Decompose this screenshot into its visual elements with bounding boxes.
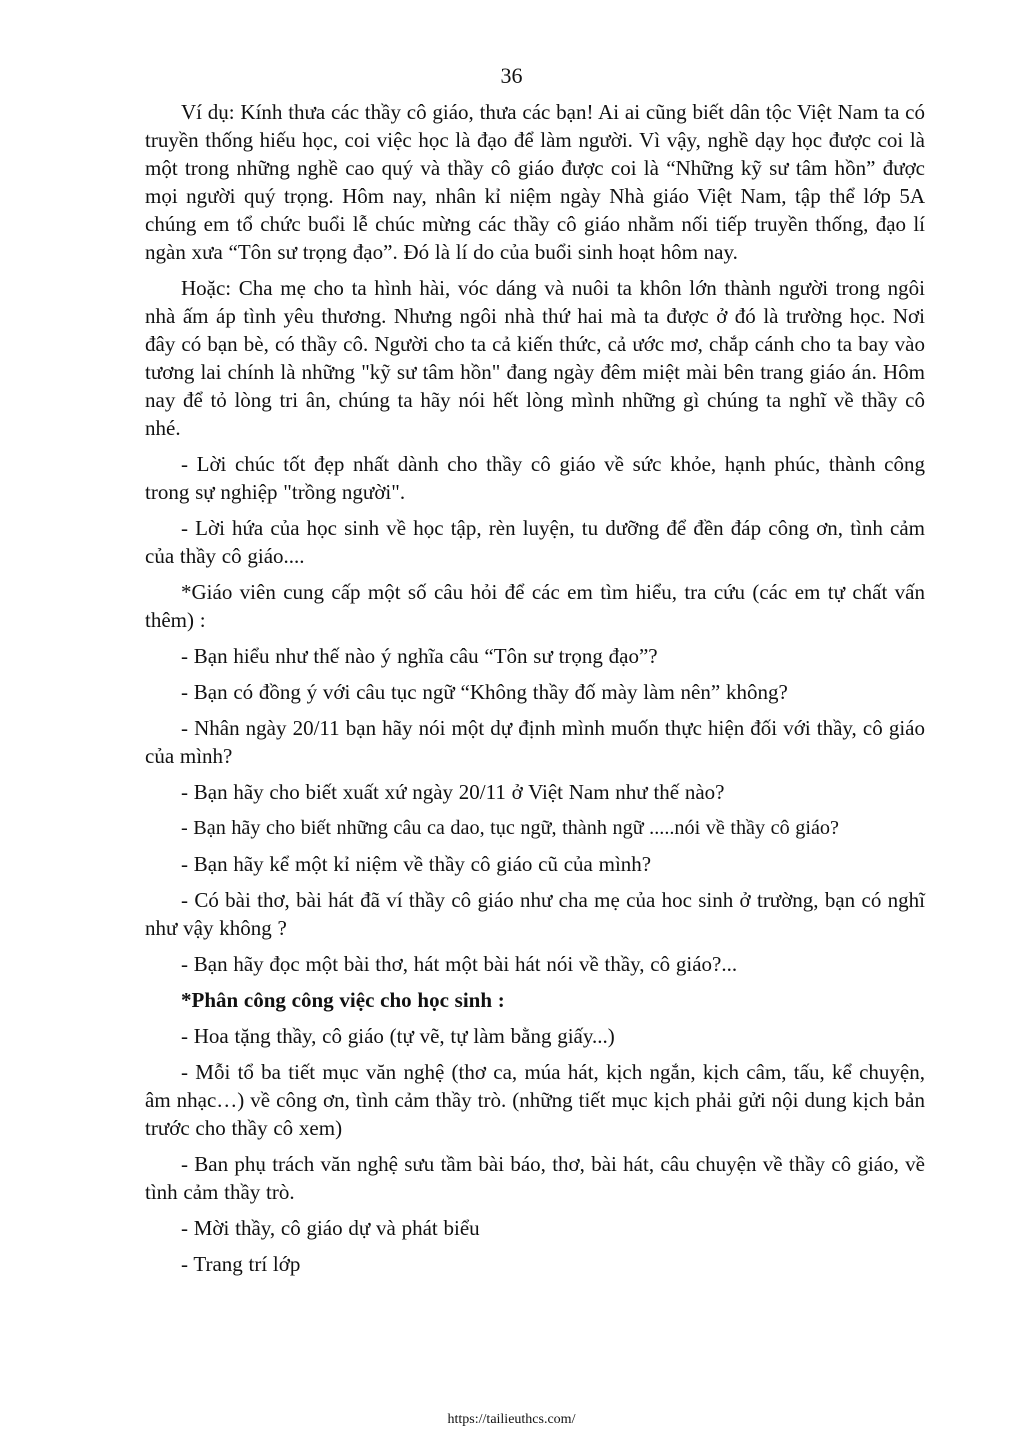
question-item: - Bạn hãy cho biết những câu ca dao, tục ngữ, thành ngữ .....nói về thầy cô giáo? (181, 817, 839, 839)
question-item: - Bạn hãy đọc một bài thơ, hát một bài hát nói về thầy, cô giáo?... (181, 952, 738, 976)
page-number: 36 (500, 63, 523, 88)
question-item: - Bạn hiểu như thế nào ý nghĩa câu “Tôn sư trọng đạo”? (181, 644, 658, 668)
question-item: - Nhân ngày 20/11 bạn hãy nói một dự định mình muốn thực hiện đối với thầy, cô giáo của mình? (145, 716, 925, 768)
question-item: - Có bài thơ, bài hát đã ví thầy cô giáo như cha mẹ của hoc sinh ở trường, bạn có nghĩ như vậy không ? (145, 888, 925, 940)
assignment-item: - Mỗi tổ ba tiết mục văn nghệ (thơ ca, múa hát, kịch ngắn, kịch câm, tấu, kể chuyện, âm nhạc…) về công ơn, tình cảm thầy trò. (những tiết mục kịch phải gửi nội dung kịch bản trước cho thầy cô xem) (145, 1060, 925, 1140)
paragraph-promise: - Lời hứa của học sinh về học tập, rèn luyện, tu dưỡng để đền đáp công ơn, tình cảm của thầy cô giáo.... (145, 516, 925, 568)
paragraph-example-intro: Ví dụ: Kính thưa các thầy cô giáo, thưa các bạn! Ai ai cũng biết dân tộc Việt Nam ta có truyền thống hiếu học, coi việc học là đạo để làm người. Vì vậy, nghề dạy học được coi là một trong những nghề cao quý và thầy cô giáo được coi là “Những kỹ sư tâm hồn” được mọi người quý trọng. Hôm nay, nhân kỉ niệm ngày Nhà giáo Việt Nam, tập thể lớp 5A chúng em tổ chức buổi lễ chúc mừng các thầy cô giáo nhằm nối tiếp truyền thống, đạo lí ngàn xưa “Tôn sư trọng đạo”. Đó là lí do của buổi sinh hoạt hôm nay. (145, 100, 925, 264)
question-item: - Bạn hãy kể một kỉ niệm về thầy cô giáo cũ của mình? (181, 852, 652, 876)
assignment-item: - Hoa tặng thầy, cô giáo (tự vẽ, tự làm bằng giấy...) (181, 1024, 615, 1048)
footer-url: https://tailieuthcs.com/ (447, 1412, 576, 1427)
question-item: - Bạn hãy cho biết xuất xứ ngày 20/11 ở Việt Nam như thế nào? (181, 780, 725, 804)
paragraph-alternative-intro: Hoặc: Cha mẹ cho ta hình hài, vóc dáng và nuôi ta khôn lớn thành người trong ngôi nhà ấm áp tình yêu thương. Nhưng ngôi nhà thứ hai mà ta được ở đó là trường học. Nơi đây có bạn bè, có thầy cô. Người cho ta cả kiến thức, cả ước mơ, chắp cánh cho ta bay vào tương lai chính là những "kỹ sư tâm hồn" đang ngày đêm miệt mài bên trang giáo án. Hôm nay để tỏ lòng tri ân, chúng ta hãy nói hết lòng mình những gì chúng ta nghĩ về thầy cô nhé. (145, 276, 925, 440)
paragraph-wishes: - Lời chúc tốt đẹp nhất dành cho thầy cô giáo về sức khỏe, hạnh phúc, thành công trong sự nghiệp "trồng người". (145, 452, 925, 504)
assignment-item: - Mời thầy, cô giáo dự và phát biểu (181, 1216, 480, 1240)
question-item: - Bạn có đồng ý với câu tục ngữ “Không thầy đố mày làm nên” không? (181, 680, 788, 704)
document-body (145, 98, 925, 1286)
section-heading-assignment: *Phân công công việc cho học sinh : (181, 988, 505, 1012)
assignment-item: - Ban phụ trách văn nghệ sưu tầm bài báo, thơ, bài hát, câu chuyện về thầy cô giáo, về tình cảm thầy trò. (145, 1152, 925, 1204)
assignment-item: - Trang trí lớp (181, 1252, 301, 1276)
paragraph-questions-intro: *Giáo viên cung cấp một số câu hỏi để các em tìm hiểu, tra cứu (các em tự chất vấn thêm) : (145, 580, 925, 632)
